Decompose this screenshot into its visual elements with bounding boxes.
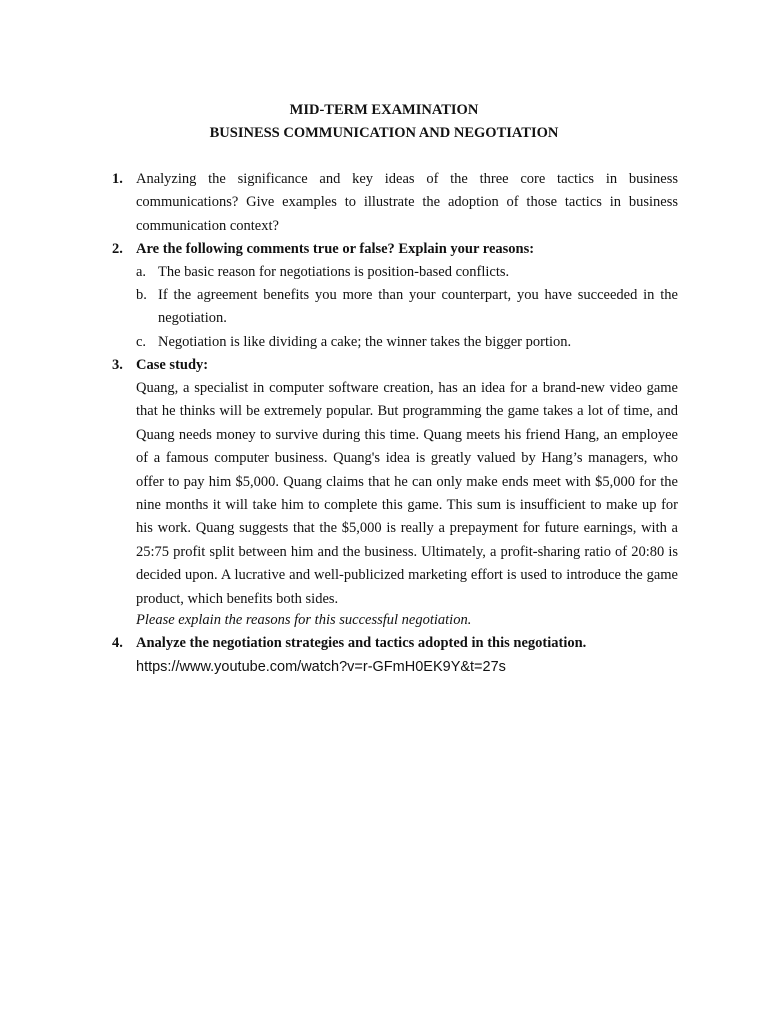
exam-title: MID-TERM EXAMINATION: [289, 102, 479, 118]
case-study-text: Quang, a specialist in computer software creation, has an idea for a brand-new video game that he thinks will be extremely popular. But programming the game takes a lot of time, and Quang needs money to survive during this time. Quang meets his friend Hang, an employee of a famous computer business. Quang's idea is greatly valued by Hang’s managers, who offer to pay him $5,000. Quang claims that he can only make ends meet with $5,000 for the nine months it will take him to complete this game. This sum is insufficient to make up for his work. Quang suggests that the $5,000 is really a prepayment for future earnings, with a 25:75 profit split between him and the business. Ultimately, a profit-sharing ratio of 20:80 is decided upon. A lucrative and well-publicized marketing effort is used to introduce the game product, which benefits both sides.: [136, 380, 678, 607]
question-2c-text: Negotiation is like dividing a cake; the winner takes the bigger portion.: [158, 334, 572, 350]
question-1-number: 1.: [112, 171, 123, 187]
question-2-number: 2.: [112, 241, 123, 257]
question-2a-text: The basic reason for negotiations is position-based conflicts.: [158, 264, 510, 280]
question-1-text: Analyzing the significance and key ideas of the three core tactics in business communications? Give examples to illustrate the adoption of those tactics in business communication context?: [136, 171, 678, 234]
question-2b-text: If the agreement benefits you more than your counterpart, you have succeeded in the negotiation.: [158, 287, 678, 327]
course-title: BUSINESS COMMUNICATION AND NEGOTIATION: [209, 125, 559, 141]
question-4-number: 4.: [112, 635, 123, 651]
question-2-heading: Are the following comments true or false? Explain your reasons:: [136, 241, 535, 257]
question-2b-letter: b.: [136, 287, 147, 303]
case-study-prompt: Please explain the reasons for this successful negotiation.: [136, 612, 472, 628]
question-2c-letter: c.: [136, 334, 147, 350]
question-3-number: 3.: [112, 357, 123, 373]
question-3-heading: Case study:: [136, 357, 209, 373]
question-2a-letter: a.: [136, 264, 147, 280]
video-link[interactable]: https://www.youtube.com/watch?v=r-GFmH0EK9Y&t=27s: [136, 659, 506, 675]
question-4-heading: Analyze the negotiation strategies and tactics adopted in this negotiation.: [136, 635, 587, 651]
